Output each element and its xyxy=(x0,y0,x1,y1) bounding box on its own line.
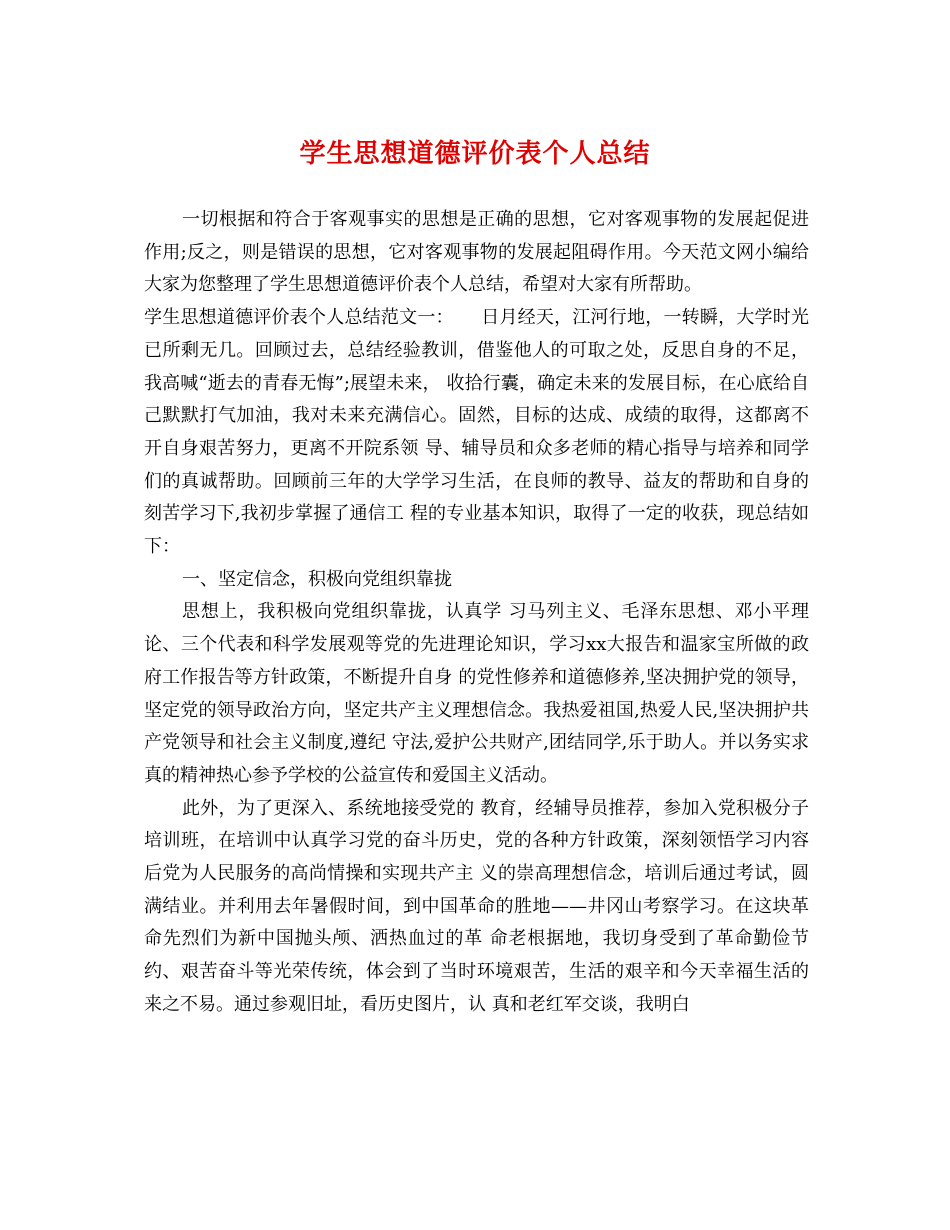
paragraph-sample-one: 学生思想道德评价表个人总结范文一： 日月经天，江河行地，一转瞬，大学时光已所剩无几。回顾过去，总结经验教训，借鉴他人的可取之处，反思自身的不足，我高喊“逝去的青春无悔”;展望未来， 收拾行囊，确定未来的发展目标，在心底给自己默默打气加油，我对未来充满信心。固然，目标的达成、成绩的取得，这都离不开自身艰苦努力，更离不开院系领 导、辅导员和众多老师的精心指导与培养和同学们的真诚帮助。回顾前三年的大学学习生活，在良师的教导、益友的帮助和自身的刻苦学习下,我初步掌握了通信工 程的专业基本知识，取得了一定的收获，现总结如下： xyxy=(144,307,809,558)
section-heading-belief: 一、坚定信念，积极向党组织靠拢 xyxy=(182,568,452,590)
document-body xyxy=(144,204,809,1022)
page-title: 学生思想道德评价表个人总结 xyxy=(299,139,651,169)
paragraph-training: 此外，为了更深入、系统地接受党的 教育，经辅导员推荐，参加入党积极分子培训班，在培训中认真学习党的奋斗历史，党的各种方针政策，深刻领悟学习内容后党为人民服务的高尚情操和实现共产主 义的崇高理想信念，培训后通过考试，圆满结业。并利用去年暑假时间，到中国革命的胜地——井冈山考察学习。在这块革命先烈们为新中国抛头颅、洒热血过的革 命老根据地，我切身受到了革命勤俭节约、艰苦奋斗等光荣传统，体会到了当时环境艰苦，生活的艰辛和今天幸福生活的来之不易。通过参观旧址，看历史图片，认 真和老红军交谈，我明白 xyxy=(144,797,809,1015)
paragraph-intro: 一切根据和符合于客观事实的思想是正确的思想，它对客观事物的发展起促进作用;反之，则是错误的思想，它对客观事物的发展起阻碍作用。今天范文网小编给大家为您整理了学生思想道德评价表个人总结，希望对大家有所帮助。 xyxy=(144,209,809,296)
paragraph-ideology: 思想上，我积极向党组织靠拢，认真学 习马列主义、毛泽东思想、邓小平理论、三个代表和科学发展观等党的先进理论知识，学习xx大报告和温家宝所做的政府工作报告等方针政策，不断提升自身 的党性修养和道德修养,坚决拥护党的领导，坚定党的领导政治方向，坚定共产主义理想信念。我热爱祖国,热爱人民,坚决拥护共产党领导和社会主义制度,遵纪 守法,爱护公共财产,团结同学,乐于助人。并以务实求真的精神热心参予学校的公益宣传和爱国主义活动。 xyxy=(144,601,809,786)
